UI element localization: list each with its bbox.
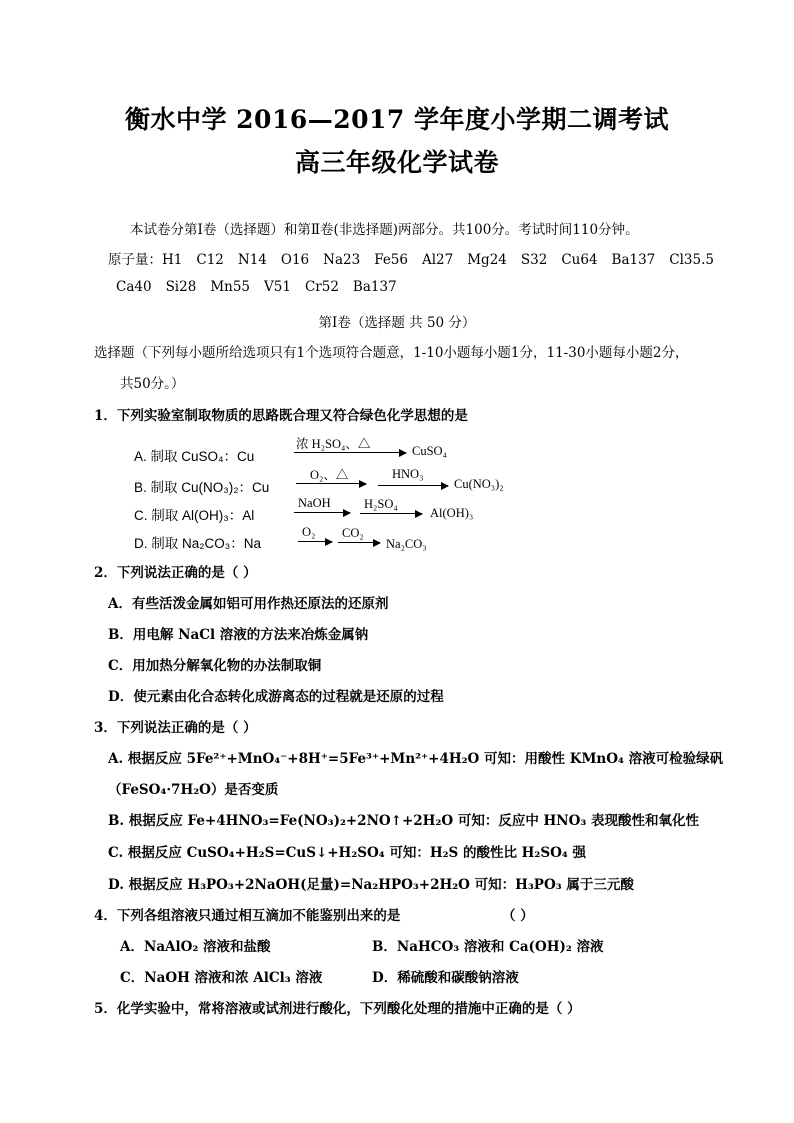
q3-option-c: C. 根据反应 CuSO₄+H₂S=CuS↓+H₂SO₄ 可知：H₂S 的酸性比 H₂SO₄ 强 <box>108 845 586 861</box>
exam-title: 衡水中学 2016—2017 学年度小学期二调考试 <box>124 105 670 134</box>
section-instruction-cont: 共50分。） <box>120 376 185 392</box>
q1-d-arrow-2 <box>338 542 380 543</box>
q2-option-d: D．使元素由化合态转化成游离态的过程就是还原的过程 <box>108 689 444 705</box>
q1-option-c: C. 制取 Al(OH)₃：Al <box>134 508 255 523</box>
q1-b-product: Cu(NO₃)₂ <box>454 477 504 491</box>
q1-a-product: CuSO₄ <box>412 444 447 458</box>
question-2-stem: 2．下列说法正确的是（ ） <box>94 565 257 581</box>
q1-a-reagent: 浓 H₂SO₄、△ <box>296 437 371 451</box>
q4-option-a: A．NaAlO₂ 溶液和盐酸 <box>120 939 271 955</box>
atomic-mass-row-1: 原子量：H1 C12 N14 O16 Na23 Fe56 Al27 Mg24 S32 Cu64 Ba137 Cl35.5 <box>108 252 714 268</box>
exam-subtitle: 高三年级化学试卷 <box>294 148 499 177</box>
atomic-mass-label: 原子量： <box>108 252 162 268</box>
q1-b-arrow-1 <box>296 483 366 484</box>
q1-option-b: B. 制取 Cu(NO₃)₂：Cu <box>134 480 270 495</box>
q1-d-product: Na₂CO₃ <box>386 537 427 551</box>
section-instruction: 选择题（下列每小题所给选项只有1个选项符合题意，1-10小题每小题1分，11-30小题每小题2分， <box>94 345 689 361</box>
q1-d-arrow-1 <box>298 541 332 542</box>
atomic-mass-row-2: Ca40 Si28 Mn55 V51 Cr52 Ba137 <box>116 279 397 295</box>
question-5-stem: 5．化学实验中，常将溶液或试剂进行酸化，下列酸化处理的措施中正确的是（ ） <box>94 1001 581 1017</box>
q1-option-a: A. 制取 CuSO₄：Cu <box>134 449 255 464</box>
q1-d-reagent-1: O₂ <box>302 525 316 539</box>
q3-option-a-cont: （FeSO₄·7H₂O）是否变质 <box>108 782 279 798</box>
q4-option-d: D．稀硫酸和碳酸钠溶液 <box>372 970 519 986</box>
intro-text: 本试卷分第Ⅰ卷（选择题）和第Ⅱ卷(非选择题)两部分。共100分。考试时间110分钟。 <box>130 222 639 238</box>
q4-option-c: C．NaOH 溶液和浓 AlCl₃ 溶液 <box>120 970 323 986</box>
q1-b-reagent-1: O₂、△ <box>310 468 349 482</box>
q1-a-arrow <box>294 452 406 453</box>
question-1-stem: 1．下列实验室制取物质的思路既合理又符合绿色化学思想的是 <box>94 408 468 424</box>
q1-option-d: D. 制取 Na₂CO₃：Na <box>134 536 262 551</box>
q1-c-product: Al(OH)₃ <box>430 506 474 520</box>
question-4-answer-paren: （ ） <box>502 908 534 924</box>
q1-c-arrow-2 <box>360 513 422 514</box>
q3-option-b: B. 根据反应 Fe+4HNO₃=Fe(NO₃)₂+2NO↑+2H₂O 可知：反应中 HNO₃ 表现酸性和氧化性 <box>108 813 699 829</box>
q1-d-reagent-2: CO₂ <box>342 526 364 540</box>
question-4-stem: 4．下列各组溶液只通过相互滴加不能鉴别出来的是 <box>94 908 401 924</box>
q2-option-c: C．用加热分解氧化物的办法制取铜 <box>108 658 322 674</box>
q3-option-a: A. 根据反应 5Fe²⁺+MnO₄⁻+8H⁺=5Fe³⁺+Mn²⁺+4H₂O 可知：用酸性 KMnO₄ 溶液可检验绿矾 <box>108 751 724 767</box>
q1-c-reagent-2: H₂SO₄ <box>364 497 398 511</box>
q4-option-b: B．NaHCO₃ 溶液和 Ca(OH)₂ 溶液 <box>372 939 604 955</box>
q1-b-arrow-2 <box>378 485 448 486</box>
q2-option-a: A．有些活泼金属如铝可用作热还原法的还原剂 <box>108 596 389 612</box>
q3-option-d: D. 根据反应 H₃PO₃+2NaOH(足量)=Na₂HPO₃+2H₂O 可知：H₃PO₃ 属于三元酸 <box>108 877 634 893</box>
q1-c-reagent-1: NaOH <box>298 496 331 510</box>
q1-b-reagent-2: HNO₃ <box>392 467 424 481</box>
section-title: 第Ⅰ卷（选择题 共 50 分） <box>318 315 476 331</box>
q2-option-b: B．用电解 NaCl 溶液的方法来冶炼金属钠 <box>108 627 369 643</box>
q1-c-arrow-1 <box>294 512 350 513</box>
question-3-stem: 3．下列说法正确的是（ ） <box>94 720 257 736</box>
